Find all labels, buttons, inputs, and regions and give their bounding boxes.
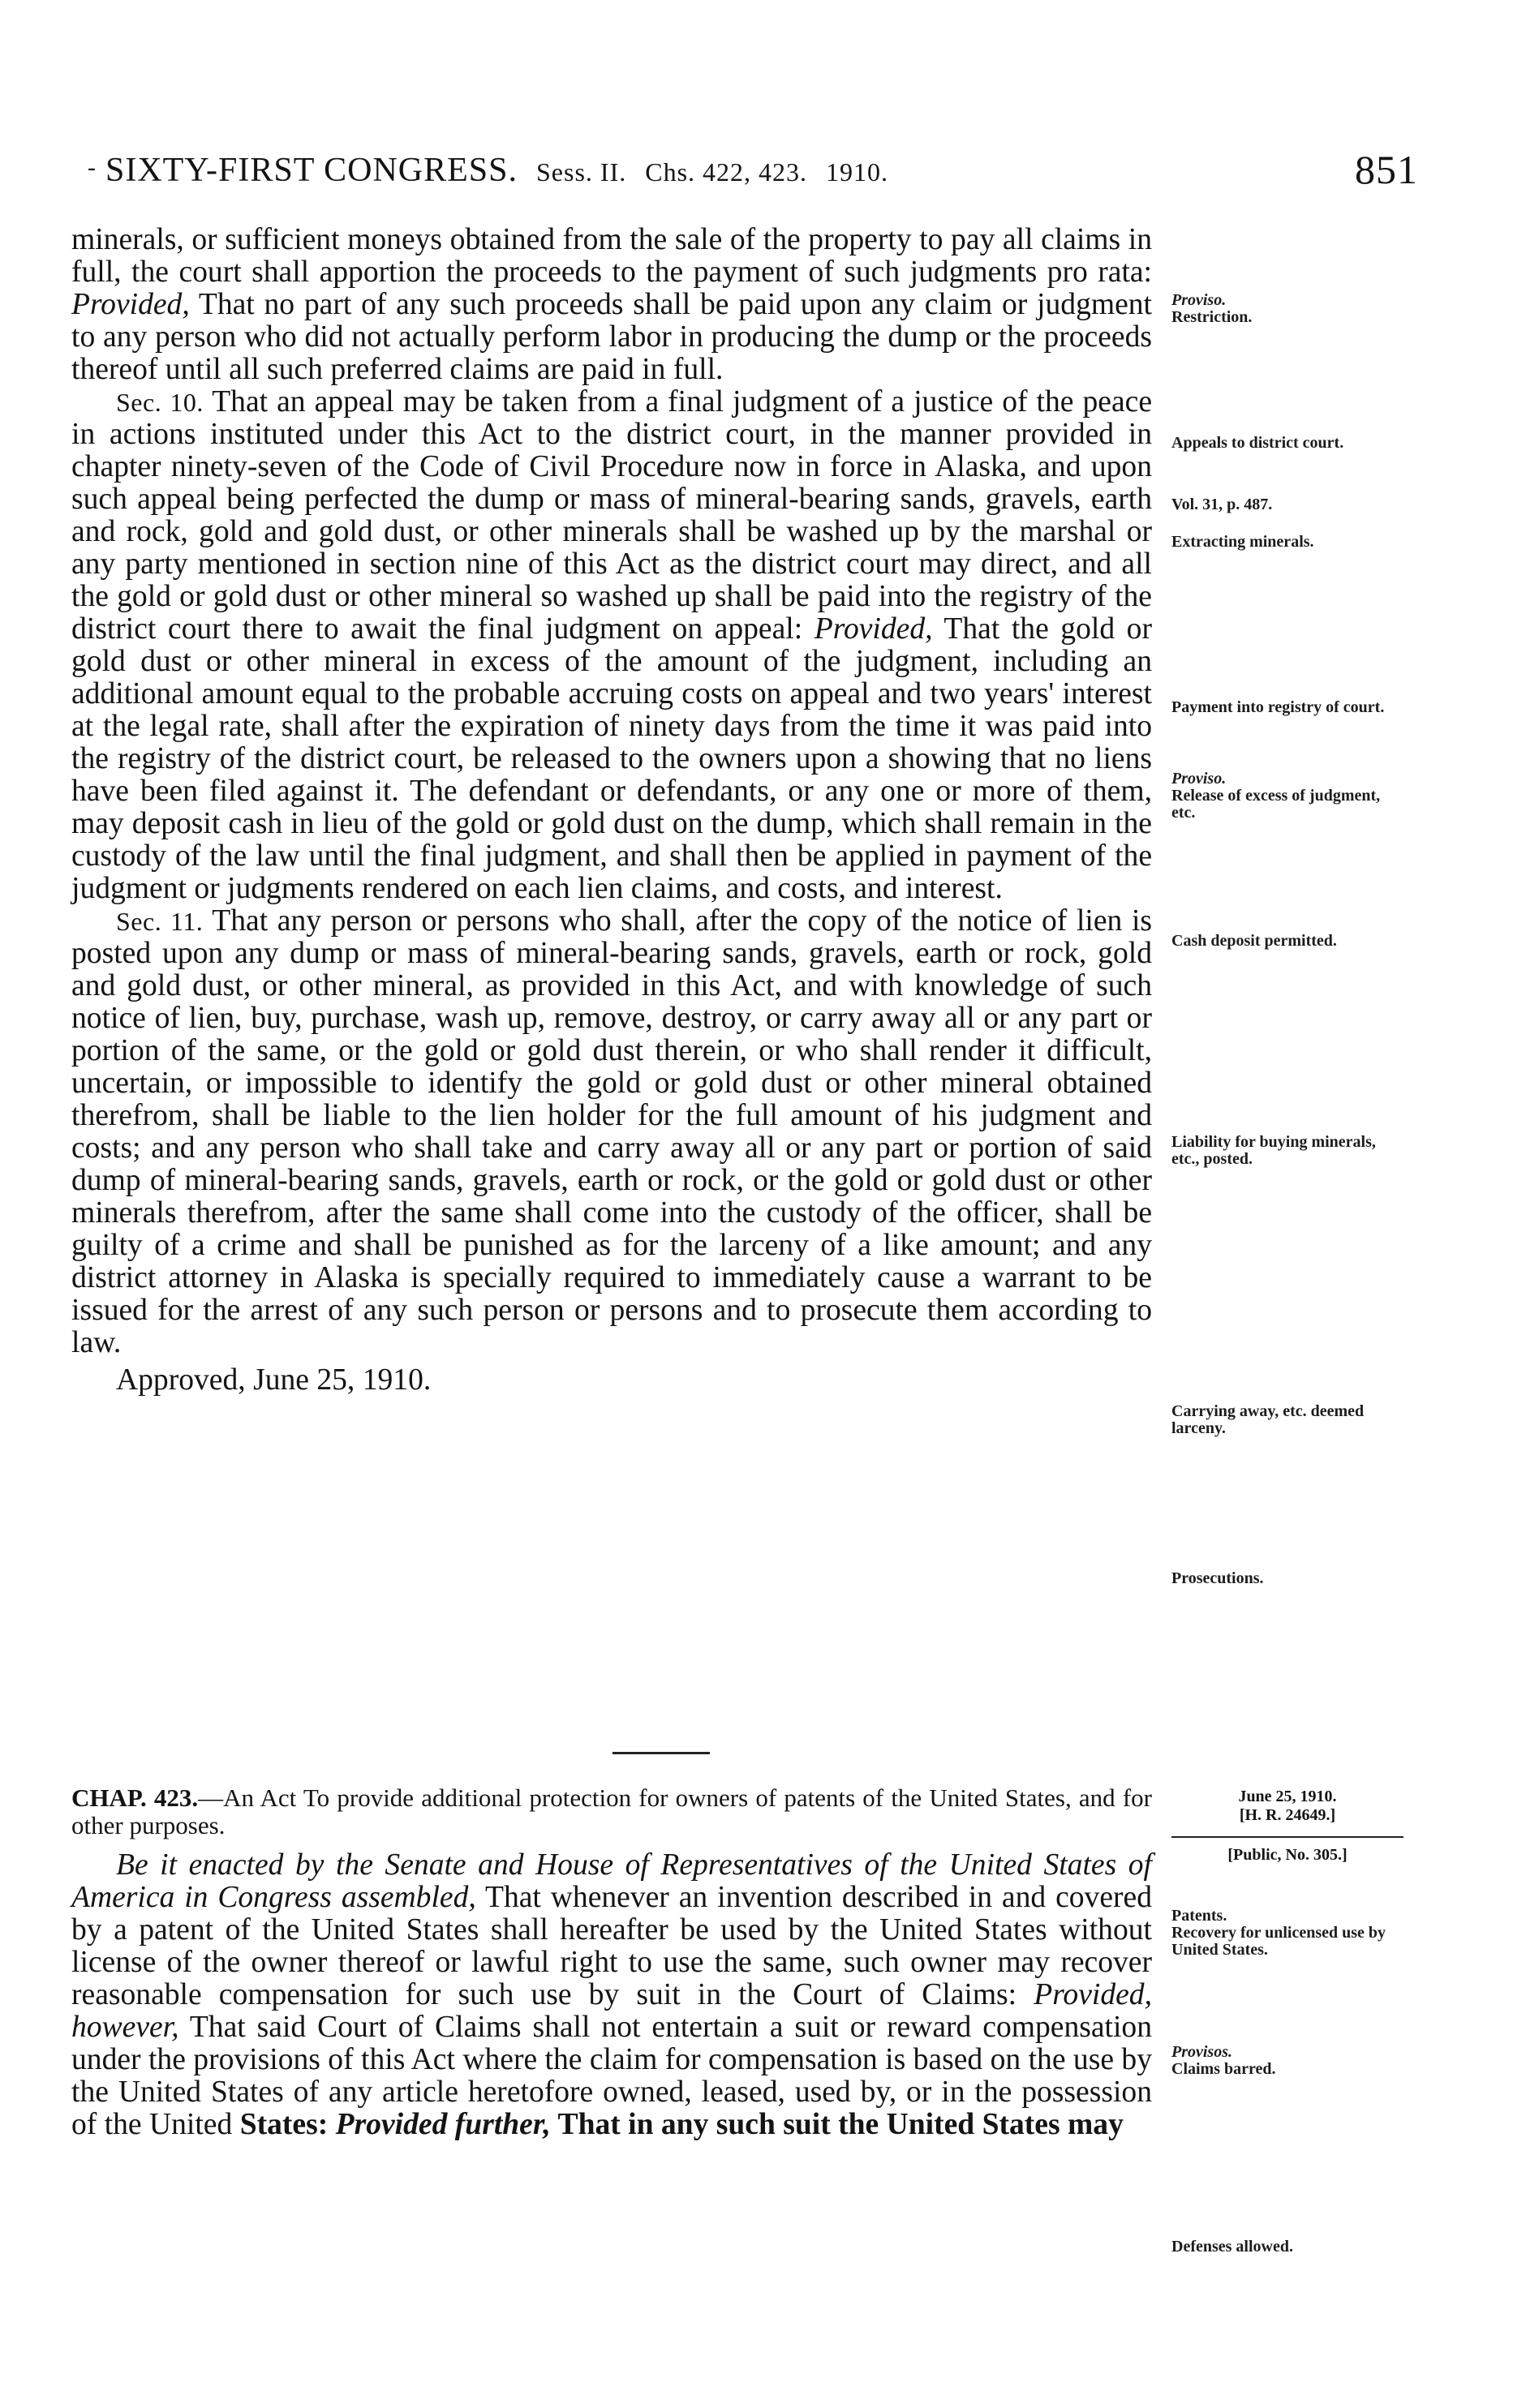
margin-vol: Vol. 31, p. 487. — [1171, 496, 1273, 513]
text-p1: minerals, or sufficient moneys obtained from the sale of the property to pay all claims in full, the court shall apportion the proceeds to the payment of such judgments pro rata: — [71, 223, 1152, 289]
act-date: June 25, 1910. — [1238, 1788, 1337, 1805]
section-10 — [71, 386, 1152, 905]
section-10-text-b: That the gold or gold dust or other mineral in excess of the amount of the judgment, including an additional amount equal to the probable accruing costs on appeal and two years' interest at the legal rate, shall after the expiration of ninety days from the time it was paid into the registry of the district court, be released to the owners upon a showing that no liens have been filed against it. The defendant or defendants, or any one or more of them, may deposit cash in lieu of the gold or gold dust on the dump, which shall remain in the custody of the law until the final judgment, and shall then be applied in payment of the judgment or judgments rendered on each lien claims, and costs, and interest. — [71, 612, 1152, 905]
margin-note-appeals — [1171, 435, 1407, 452]
section-11-label: Sec. 11. — [116, 907, 204, 936]
running-header — [88, 147, 1418, 200]
margin-recovery: Recovery for unlicensed use by United States. — [1171, 1924, 1386, 1959]
approved-date: Approved, June 25, 1910. — [116, 1363, 432, 1397]
header-session: Sess. II. — [536, 157, 627, 187]
margin-defenses: Defenses allowed. — [1171, 2238, 1293, 2256]
margin-cash: Cash deposit permitted. — [1171, 932, 1337, 950]
margin-release: Release of excess of judgment, etc. — [1171, 787, 1381, 822]
margin-carrying: Carrying away, etc. deemed larceny. — [1171, 1402, 1365, 1437]
margin-claims-barred: Claims barred. — [1171, 2060, 1276, 2078]
margin-proviso-1: Proviso. — [1171, 291, 1227, 309]
text-provided: Provided, — [71, 288, 190, 321]
section-divider — [613, 1752, 710, 1754]
margin-note-proviso — [1171, 292, 1407, 326]
margin-extracting: Extracting minerals. — [1171, 533, 1314, 551]
chapter-423-text — [71, 1849, 1152, 2141]
margin-liability: Liability for buying minerals, etc., posted. — [1171, 1133, 1376, 1168]
header-year: 1910. — [826, 157, 889, 187]
margin-note-vol — [1171, 496, 1407, 513]
header-congress: SIXTY-FIRST CONGRESS. — [105, 152, 518, 189]
header-chapters: Chs. 422, 423. — [645, 157, 808, 187]
chapter-423-heading — [71, 1784, 1152, 1839]
last-line-start: States: — [239, 2108, 329, 2141]
header-running-title — [105, 151, 888, 190]
section-11 — [71, 905, 1152, 1359]
last-line-end: That in any such suit the United States may — [557, 2108, 1124, 2141]
act-bill-number: [H. R. 24649.] — [1239, 1806, 1336, 1824]
margin-appeals: Appeals to district court. — [1171, 434, 1344, 452]
provided-however: Provided, however, — [71, 1978, 1152, 2044]
margin-note-liability — [1171, 1134, 1407, 1168]
chapter-422-text — [71, 224, 1152, 1397]
section-10-provided: Provided, — [814, 612, 933, 646]
margin-payment: Payment into registry of court. — [1171, 698, 1385, 716]
act-reference-rule — [1171, 1836, 1403, 1838]
margin-proviso-2: Proviso. — [1171, 770, 1227, 788]
margin-note-extracting — [1171, 534, 1407, 551]
paragraph-apportion — [71, 224, 1152, 386]
act-public-number: [Public, No. 305.] — [1227, 1846, 1348, 1864]
margin-note-carrying — [1171, 1403, 1407, 1437]
text-p1-rest: That no part of any such proceeds shall be paid upon any claim or judgment to any person who did not actually perform labor in producing the dump or the proceeds thereof until all such preferred claims are paid in full. — [71, 288, 1152, 386]
section-10-text-a: That an appeal may be taken from a final judgment of a justice of the peace in actions instituted under this Act to the district court, in the manner provided in chapter ninety-seven of the Code of Civil Procedure now in force in Alaska, and upon such appeal being perfected the dump or mass of mineral-bearing sands, gravels, earth and rock, gold and gold dust, or other minerals shall be washed up by the marshal or any party mentioned in section nine of this Act as the district court may direct, and all the gold or gold dust or other mineral so washed up shall be paid into the registry of the district court there to await the final judgment on appeal: — [71, 385, 1153, 646]
enacting-paragraph — [71, 1849, 1152, 2141]
margin-note-defenses — [1171, 2238, 1407, 2256]
chapter-423-text-a: That whenever an invention described in and covered by a patent of the United States shall hereafter be used by the United States without license of the owner thereof or lawful right to use the same, such owner may recover reasonable compensation for such use by suit in the Court of Claims: — [71, 1881, 1153, 2011]
page-number: 851 — [1355, 147, 1418, 192]
margin-restriction: Restriction. — [1171, 308, 1253, 326]
header-dash: - — [88, 154, 97, 181]
margin-note-release — [1171, 770, 1407, 822]
provided-further: Provided further, — [335, 2108, 551, 2141]
last-line — [240, 2108, 1124, 2141]
margin-note-prosecutions — [1171, 1570, 1407, 1587]
margin-note-cash — [1171, 933, 1407, 950]
section-11-text: That any person or persons who shall, after the copy of the notice of lien is posted upon any dump or mass of mineral-bearing sands, gravels, earth or rock, gold and gold dust, or other mineral, as provided in this Act, and with knowledge of such notice of lien, buy, purchase, wash up, remove, destroy, or carry away all or any part or portion of the same, or the gold or gold dust therein, or who shall render it difficult, uncertain, or impossible to identify the gold or gold dust or other mineral obtained therefrom, shall be liable to the lien holder for the full amount of his judgment and costs; and any person who shall take and carry away all or any part or portion of said dump of mineral-bearing sands, gravels, earth or rock, or the gold or gold dust or other minerals therefrom, after the same shall come into the custody of the officer, shall be guilty of a crime and shall be punished as for the larceny of a like amount; and any district attorney in Alaska is specially required to immediately cause a warrant to be issued for the arrest of any such person or persons and to prosecute them according to law. — [71, 904, 1153, 1359]
margin-note-provisos — [1171, 2044, 1407, 2078]
section-10-label: Sec. 10. — [116, 388, 204, 417]
chapter-423-text-b: That said Court of Claims shall not entertain a suit or reward compensation under the provisions of this Act where the claim for compensation is based on the use by the United States of any article heretofore owned, leased, used by, or in the possession of the United — [71, 2011, 1152, 2141]
enacting-clause: Be it enacted by the Senate and House of Representatives of the United States of America in Congress assembled, — [71, 1848, 1152, 1914]
chapter-423-label: CHAP. 423. — [71, 1783, 199, 1812]
margin-patents: Patents. — [1171, 1907, 1227, 1925]
margin-provisos: Provisos. — [1171, 2043, 1232, 2061]
margin-note-patents — [1171, 1908, 1407, 1959]
act-reference — [1171, 1788, 1403, 1865]
chapter-423-title: —An Act To provide additional protection for owners of patents of the United States, and for other purposes. — [71, 1783, 1153, 1839]
margin-prosecutions: Prosecutions. — [1171, 1569, 1264, 1587]
margin-note-payment — [1171, 699, 1407, 716]
